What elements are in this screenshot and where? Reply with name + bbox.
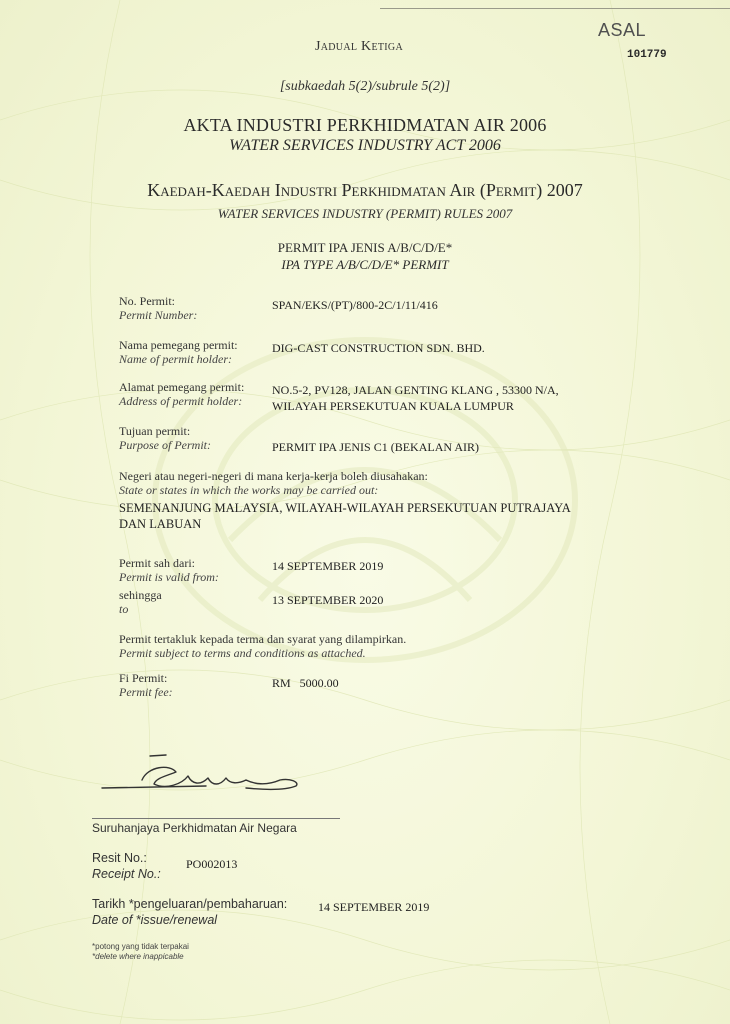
rules-title-en: WATER SERVICES INDUSTRY (PERMIT) RULES 2007 [217,206,513,221]
holder-address-label-en: Address of permit holder: [119,394,243,408]
signature-line [92,818,340,819]
permit-number-label-ms: No. Permit: [119,294,175,308]
permit-number-value: SPAN/EKS/(PT)/800-2C/1/11/416 [272,298,438,312]
states-label-en: State or states in which the works may be carried out: [119,483,379,497]
permit-type-ms: PERMIT IPA JENIS A/B/C/D/E* [277,240,453,255]
holder-address-label-ms: Alamat pemegang permit: [119,380,245,394]
footnote-ms: *potong yang tidak terpakai [92,942,189,951]
valid-from-label-ms: Permit sah dari: [119,556,195,570]
commission-name: Suruhanjaya Perkhidmatan Air Negara [92,821,297,835]
valid-from-label-en: Permit is valid from: [119,570,219,584]
valid-to-value: 13 SEPTEMBER 2020 [272,593,384,607]
issue-date-label-en: Date of *issue/renewal [92,913,218,927]
valid-from-label [119,556,219,584]
purpose-label-en: Purpose of Permit: [119,438,211,452]
receipt-label-en: Receipt No.: [92,867,161,881]
states-value [119,500,571,532]
holder-name-value: DIG-CAST CONSTRUCTION SDN. BHD. [272,341,485,355]
holder-name-label [119,338,238,366]
holder-name-label-en: Name of permit holder: [119,352,232,366]
purpose-value: PERMIT IPA JENIS C1 (BEKALAN AIR) [272,440,480,454]
holder-name-label-ms: Nama pemegang permit: [119,338,238,352]
rules-title-ms: Kaedah-Kaedah Industri Perkhidmatan Air (Permit) 2007 [147,180,583,200]
top-edge-line [380,8,730,9]
subrule-reference: [subkaedah 5(2)/subrule 5(2)] [279,79,451,94]
valid-from-value: 14 SEPTEMBER 2019 [272,559,384,573]
terms-statement [119,632,406,660]
receipt-value: PO002013 [186,857,238,871]
issue-date-value: 14 SEPTEMBER 2019 [318,900,430,914]
valid-to-label [119,588,162,616]
purpose-label [119,424,211,452]
terms-ms: Permit tertakluk kepada terma dan syarat yang dilampirkan. [119,632,407,646]
valid-to-label-en: to [119,602,129,616]
fee-label [119,671,173,699]
holder-address-label [119,380,244,408]
fee-value: RM 5000.00 [272,676,339,690]
states-line1: SEMENANJUNG MALAYSIA, WILAYAH-WILAYAH PERSEKUTUAN PUTRAJAYA [119,501,571,515]
permit-number-label [119,294,197,322]
states-label [119,469,428,497]
permit-number-label-en: Permit Number: [119,308,198,322]
receipt-label-ms: Resit No.: [92,851,147,865]
footnote [92,942,189,962]
serial-number: 101779 [627,49,667,61]
act-title-en: WATER SERVICES INDUSTRY ACT 2006 [229,137,501,154]
fee-label-en: Permit fee: [119,685,173,699]
holder-address-line2: WILAYAH PERSEKUTUAN KUALA LUMPUR [272,399,514,413]
holder-address-line1: NO.5-2, PV128, JALAN GENTING KLANG , 53300 N/A, [272,383,559,397]
purpose-label-ms: Tujuan permit: [119,424,191,438]
states-label-ms: Negeri atau negeri-negeri di mana kerja-kerja boleh diusahakan: [119,469,428,483]
asal-stamp: ASAL [598,20,647,40]
holder-address-value [272,382,559,414]
permit-type-en: IPA TYPE A/B/C/D/E* PERMIT [281,257,449,272]
act-title-ms: AKTA INDUSTRI PERKHIDMATAN AIR 2006 [183,115,547,135]
footnote-en: *delete where inappicable [92,952,184,961]
issue-date-label [92,896,287,928]
schedule-title: Jadual Ketiga [315,39,403,54]
issue-date-label-ms: Tarikh *pengeluaran/pembaharuan: [92,897,288,911]
valid-to-label-ms: sehingga [119,588,162,602]
terms-en: Permit subject to terms and conditions as attached. [119,646,366,660]
signature-mark [96,750,326,810]
states-line2: DAN LABUAN [119,517,202,531]
fee-label-ms: Fi Permit: [119,671,168,685]
receipt-label [92,850,161,882]
